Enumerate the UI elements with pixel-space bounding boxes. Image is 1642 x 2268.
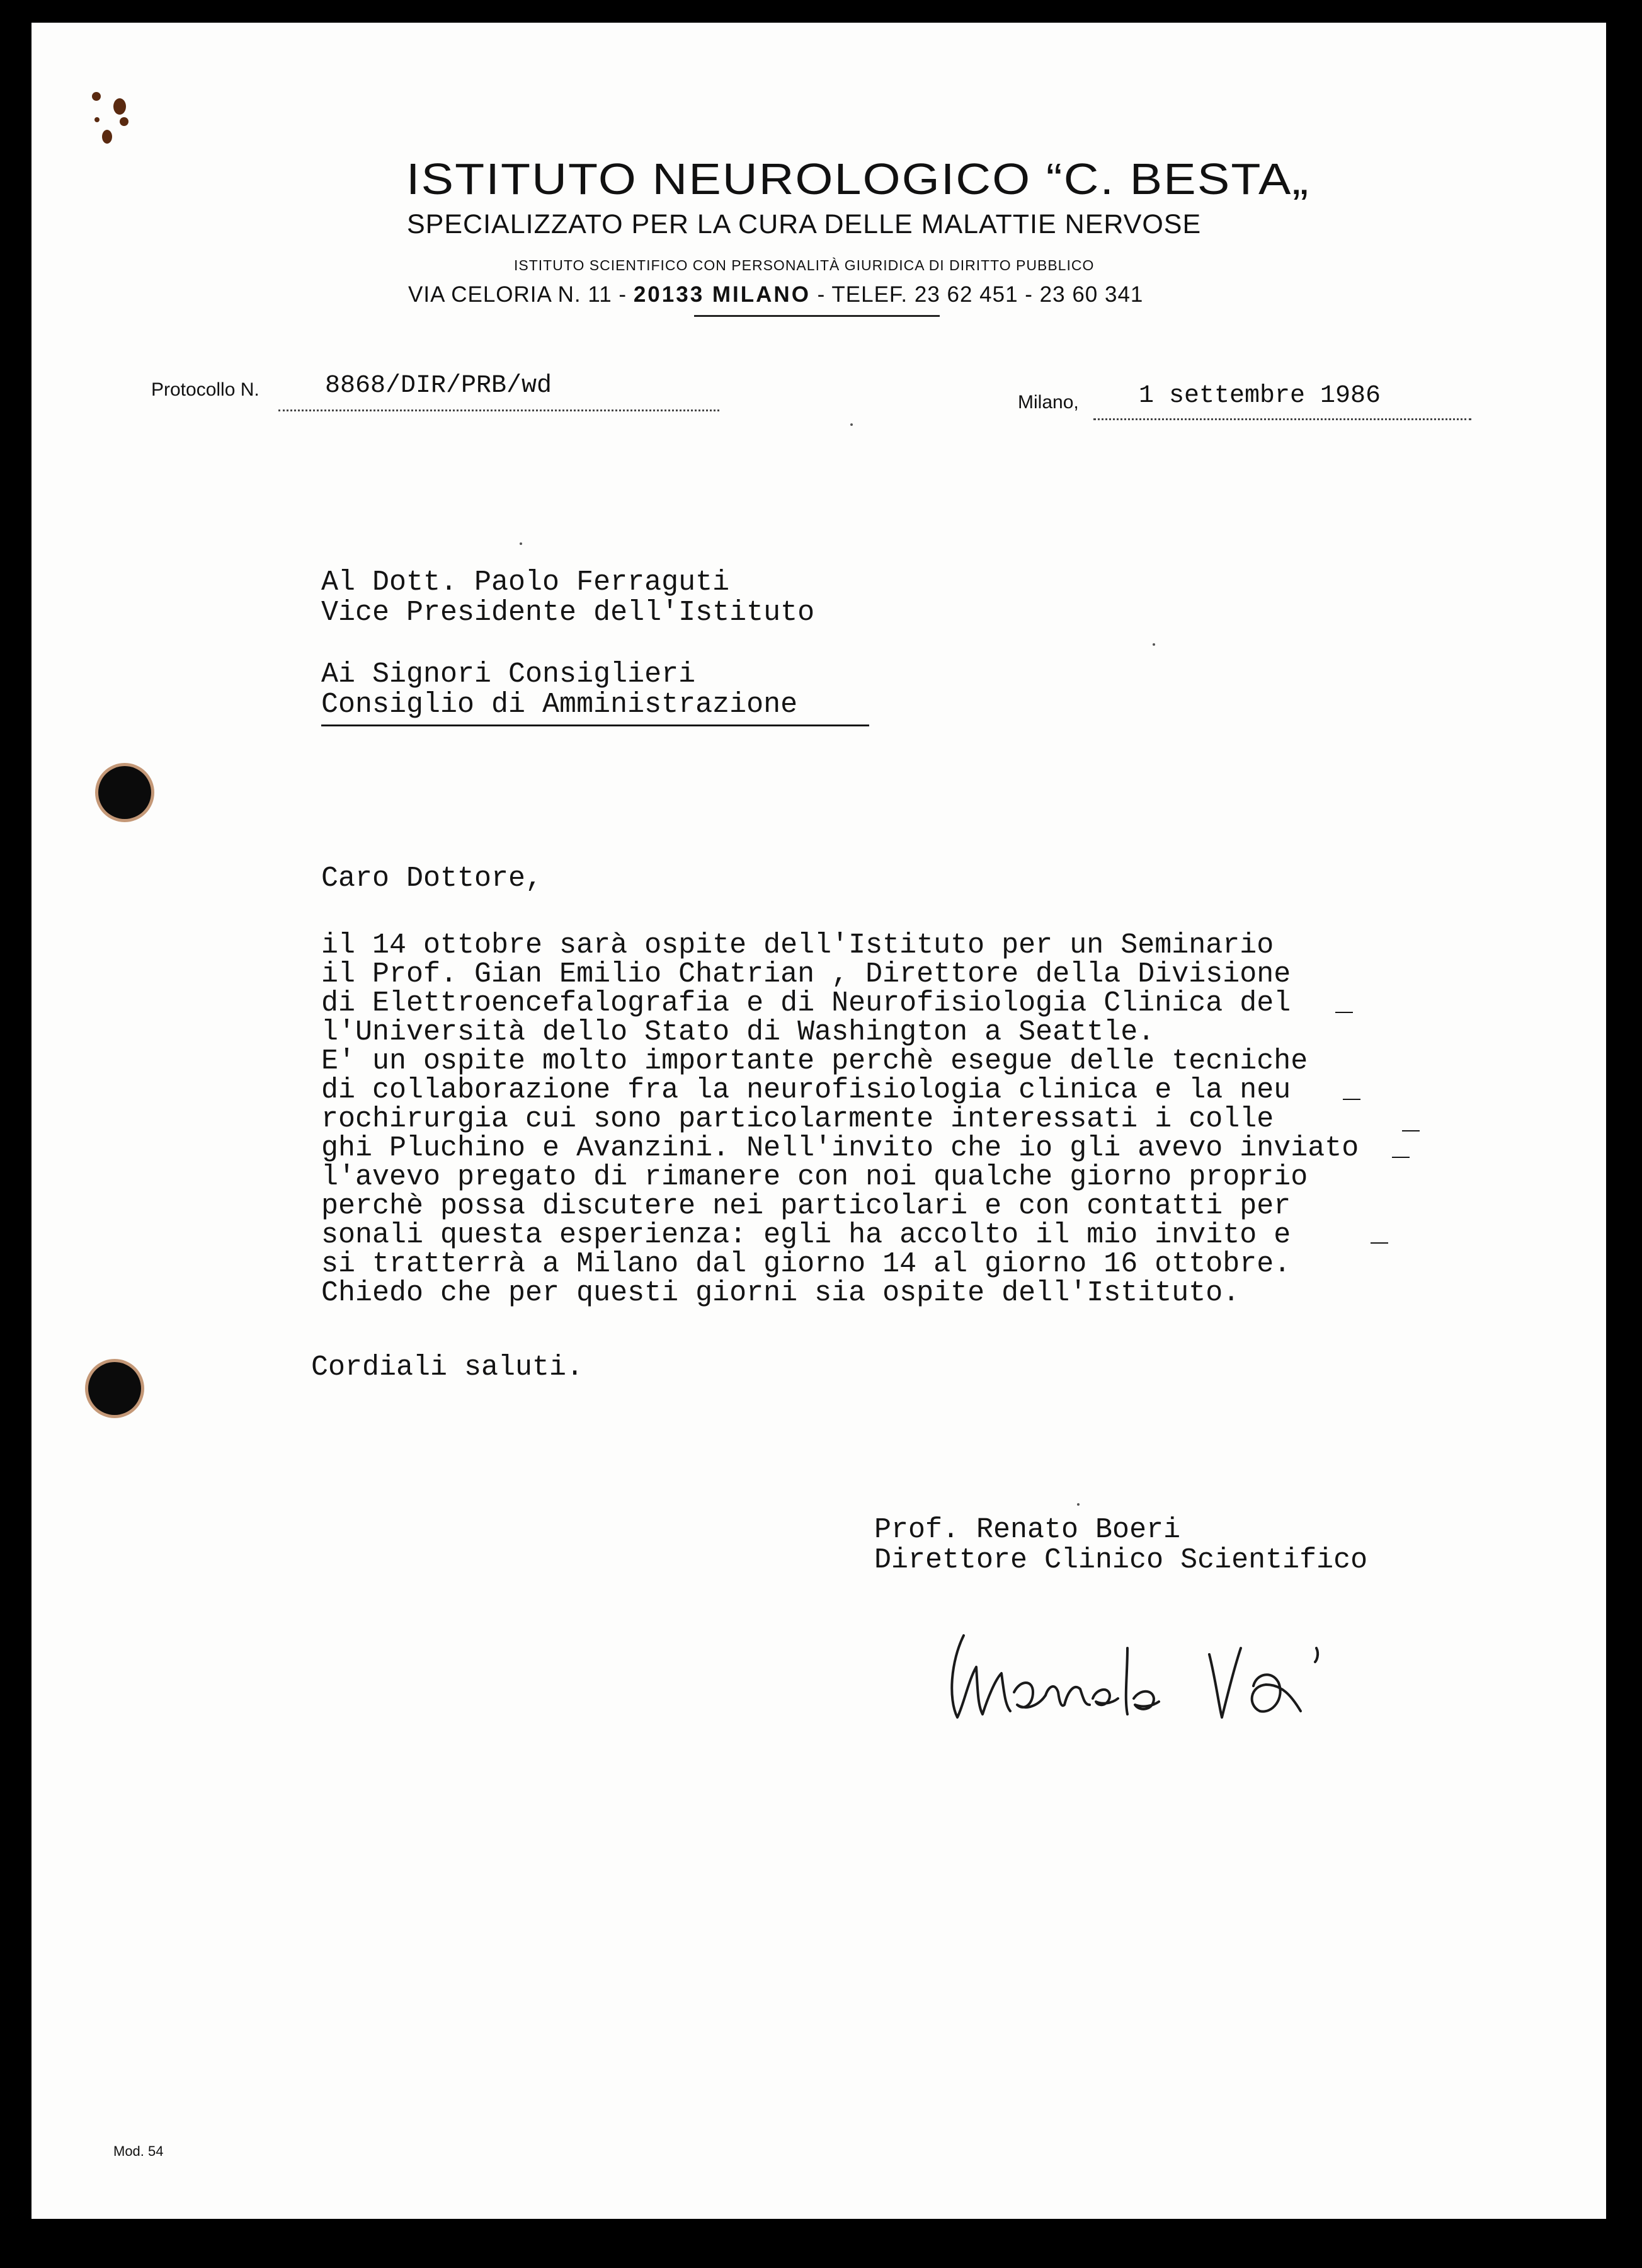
date-dotted-line [1093,418,1471,420]
body-line: il Prof. Gian Emilio Chatrian , Direttore della Divisione [321,958,1291,990]
institute-name: ISTITUTO NEUROLOGICO “C. BESTA„ [406,154,1310,203]
ink-stain [113,98,126,115]
address-street: VIA CELORIA N. 11 - [408,282,634,307]
recipient-line: Ai Signori Consiglieri [321,658,696,690]
institute-legal-status: ISTITUTO SCIENTIFICO CON PERSONALITÀ GIURIDICA DI DIRITTO PUBBLICO [514,257,1095,273]
paper-speck [1153,643,1155,646]
letter-date: 1 settembre 1986 [1139,382,1381,410]
protocol-number: 8868/DIR/PRB/wd [325,372,552,400]
ink-stain [120,117,128,126]
recipient-line: Vice Presidente dell'Istituto [321,597,815,629]
body-line: il 14 ottobre sarà ospite dell'Istituto per un Seminario [321,929,1274,961]
body-line: di Elettroencefalografia e di Neurofisiologia Clinica del [321,987,1291,1019]
institute-subtitle: SPECIALIZZATO PER LA CURA DELLE MALATTIE NERVOSE [407,209,1202,239]
body-line: sonali questa esperienza: egli ha accolto il mio invito e [321,1219,1291,1251]
recipient-underline [321,724,869,726]
ink-stain [102,130,112,144]
hyphen-mark [1343,1099,1360,1100]
salutation: Caro Dottore, [321,862,543,895]
body-line: E' un ospite molto importante perchè esegue delle tecniche [321,1045,1308,1077]
signatory-role: Direttore Clinico Scientifico [874,1544,1368,1576]
hyphen-mark [1392,1157,1410,1158]
address-phone: - TELEF. 23 62 451 - 23 60 341 [810,282,1144,307]
hyphen-mark [1371,1242,1388,1244]
punch-hole [98,766,151,819]
form-code: Mod. 54 [113,2143,164,2159]
handwritten-signature [938,1610,1430,1749]
hyphen-mark [1402,1130,1420,1131]
closing: Cordiali saluti. [311,1351,584,1383]
paper-speck [520,542,522,545]
signatory-name: Prof. Renato Boeri [874,1514,1181,1546]
protocol-label: Protocollo N. [151,379,259,400]
ink-stain [94,117,100,122]
institute-address [408,282,1606,307]
letter-page [31,23,1606,2219]
hyphen-mark [1335,1012,1353,1013]
recipient-line: Consiglio di Amministrazione [321,689,798,721]
body-line: rochirurgia cui sono particolarmente interessati i colle [321,1103,1274,1135]
protocol-dotted-line [278,410,719,411]
paper-speck [1077,1503,1080,1506]
body-line: l'Università dello Stato di Washington a Seattle. [321,1016,1155,1048]
body-line: si tratterrà a Milano dal giorno 14 al giorno 16 ottobre. [321,1248,1291,1280]
address-city: 20133 MILANO [633,282,811,307]
recipient-line: Al Dott. Paolo Ferraguti [321,566,730,598]
body-line: perchè possa discutere nei particolari e con contatti per [321,1190,1291,1222]
ink-stain [92,92,101,101]
punch-hole [88,1362,141,1415]
body-line: l'avevo pregato di rimanere con noi qualche giorno proprio [321,1161,1308,1193]
paper-speck [850,423,853,426]
letterhead-rule [694,315,940,317]
body-line: ghi Pluchino e Avanzini. Nell'invito che io gli avevo inviato [321,1132,1359,1164]
body-line: di collaborazione fra la neurofisiologia clinica e la neu [321,1074,1291,1106]
body-line: Chiedo che per questi giorni sia ospite dell'Istituto. [321,1277,1240,1309]
place-label: Milano, [1018,392,1079,413]
